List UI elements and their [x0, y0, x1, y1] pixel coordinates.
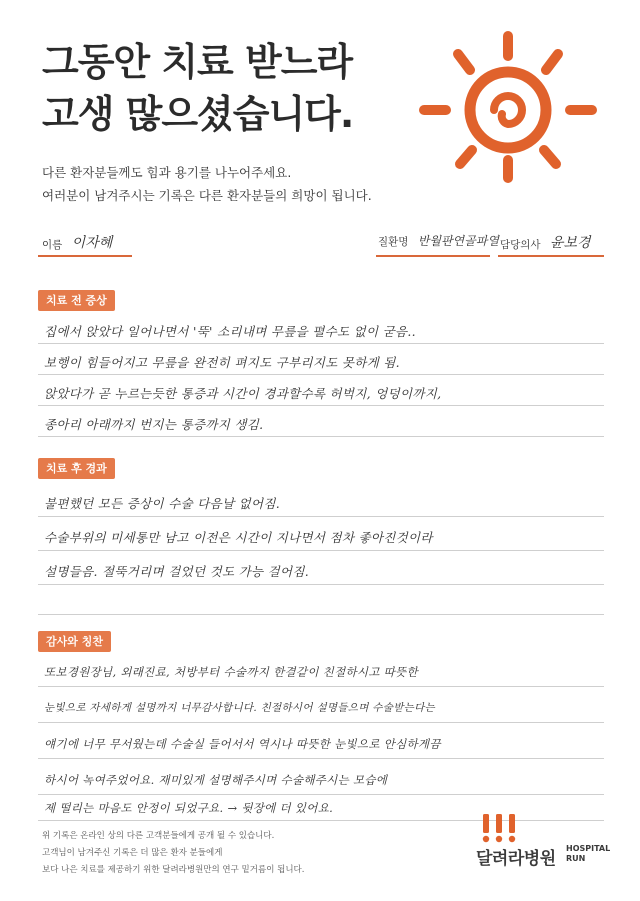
rule-line	[38, 584, 604, 585]
rule-line	[38, 722, 604, 723]
subtitle-line-1: 다른 환자분들께도 힘과 용기를 나누어주세요.	[42, 165, 292, 180]
footer-note-line-1: 위 기록은 온라인 상의 다른 고객분들에게 공개 될 수 있습니다.	[42, 831, 275, 841]
logo-english-line-1: HOSPITAL	[566, 844, 611, 853]
rule-line	[38, 686, 604, 687]
thanks-line-5: 제 떨리는 마음도 안정이 되었구요. → 뒷장에 더 있어요.	[44, 801, 334, 815]
doctor-label: 담당의사	[500, 239, 541, 251]
disease-label: 질환명	[378, 236, 409, 248]
subtitle-line-2: 여러분이 남겨주시는 기록은 다른 환자분들의 희망이 됩니다.	[42, 188, 372, 203]
title-line-2: 고생 많으셨습니다.	[42, 92, 354, 136]
disease-value: 반월판연골파열	[417, 234, 499, 248]
before-line-1: 집에서 앉았다 일어나면서 '뚝' 소리내며 무릎을 펼수도 없이 굳음..	[44, 324, 416, 339]
sun-icon	[410, 26, 606, 186]
exclamation-marks-icon	[480, 814, 520, 844]
rule-line	[38, 343, 604, 344]
name-value: 이자혜	[71, 235, 113, 251]
thanks-line-3: 얘기에 너무 무서웠는데 수술실 들어서서 역시나 따뜻한 눈빛으로 안심하게끔	[44, 737, 441, 751]
footer-note-line-2: 고객님이 남겨주신 기록은 더 많은 환자 분들에게	[42, 848, 223, 858]
section-tag-thanks: 감사와 칭찬	[38, 631, 111, 652]
thanks-line-2: 눈빛으로 자세하게 설명까지 너무감사합니다. 친절하시어 설명들으며 수술받는다는	[44, 702, 435, 714]
section-tag-after: 치료 후 경과	[38, 458, 115, 479]
doctor-field	[500, 232, 591, 256]
thanks-line-4: 하시어 녹여주었어요. 재미있게 설명해주시며 수술해주시는 모습에	[44, 773, 388, 787]
rule-line	[38, 758, 604, 759]
after-line-3: 설명들음. 절뚝거리며 걸었던 것도 가능 걸어짐.	[44, 564, 310, 579]
hospital-logo	[476, 814, 616, 874]
section-tag-before: 치료 전 증상	[38, 290, 115, 311]
name-field	[42, 232, 112, 256]
rule-line	[38, 436, 604, 437]
before-line-2: 보행이 힘들어지고 무릎을 완전히 펴지도 구부리지도 못하게 됨.	[44, 355, 400, 370]
footer-note	[42, 828, 304, 879]
subtitle	[42, 161, 372, 207]
rule-line	[38, 374, 604, 375]
after-line-2: 수술부위의 미세통만 남고 이전은 시간이 지나면서 점차 좋아진것이라	[44, 530, 433, 545]
rule-line	[38, 614, 604, 615]
logo-english-name	[566, 844, 610, 864]
name-underline	[38, 255, 132, 257]
thanks-line-1: 또보경원장님, 외래진료, 처방부터 수술까지 한결같이 친절하시고 따뜻한	[44, 665, 418, 679]
after-line-1: 불편했던 모든 증상이 수술 다음날 없어짐.	[44, 496, 281, 511]
before-line-4: 종아리 아래까지 번지는 통증까지 생김.	[44, 417, 264, 432]
disease-underline	[376, 255, 490, 257]
disease-field	[378, 232, 499, 256]
footer-note-line-3: 보다 나은 치료를 제공하기 위한 달려라병원만의 연구 밑거름이 됩니다.	[42, 865, 305, 875]
rule-line	[38, 550, 604, 551]
name-label: 이름	[42, 239, 63, 251]
logo-korean-name: 달려라병원	[476, 849, 556, 869]
rule-line	[38, 405, 604, 406]
rule-line	[38, 794, 604, 795]
title-line-1: 그동안 치료 받느라	[42, 40, 353, 84]
doctor-value: 윤보경	[549, 235, 591, 251]
before-line-3: 앉았다가 곧 누르는듯한 통증과 시간이 경과할수록 허벅지, 엉덩이까지,	[44, 386, 442, 401]
doctor-underline	[498, 255, 604, 257]
page-title	[42, 36, 353, 140]
logo-english-line-2: RUN	[566, 854, 586, 863]
rule-line	[38, 516, 604, 517]
